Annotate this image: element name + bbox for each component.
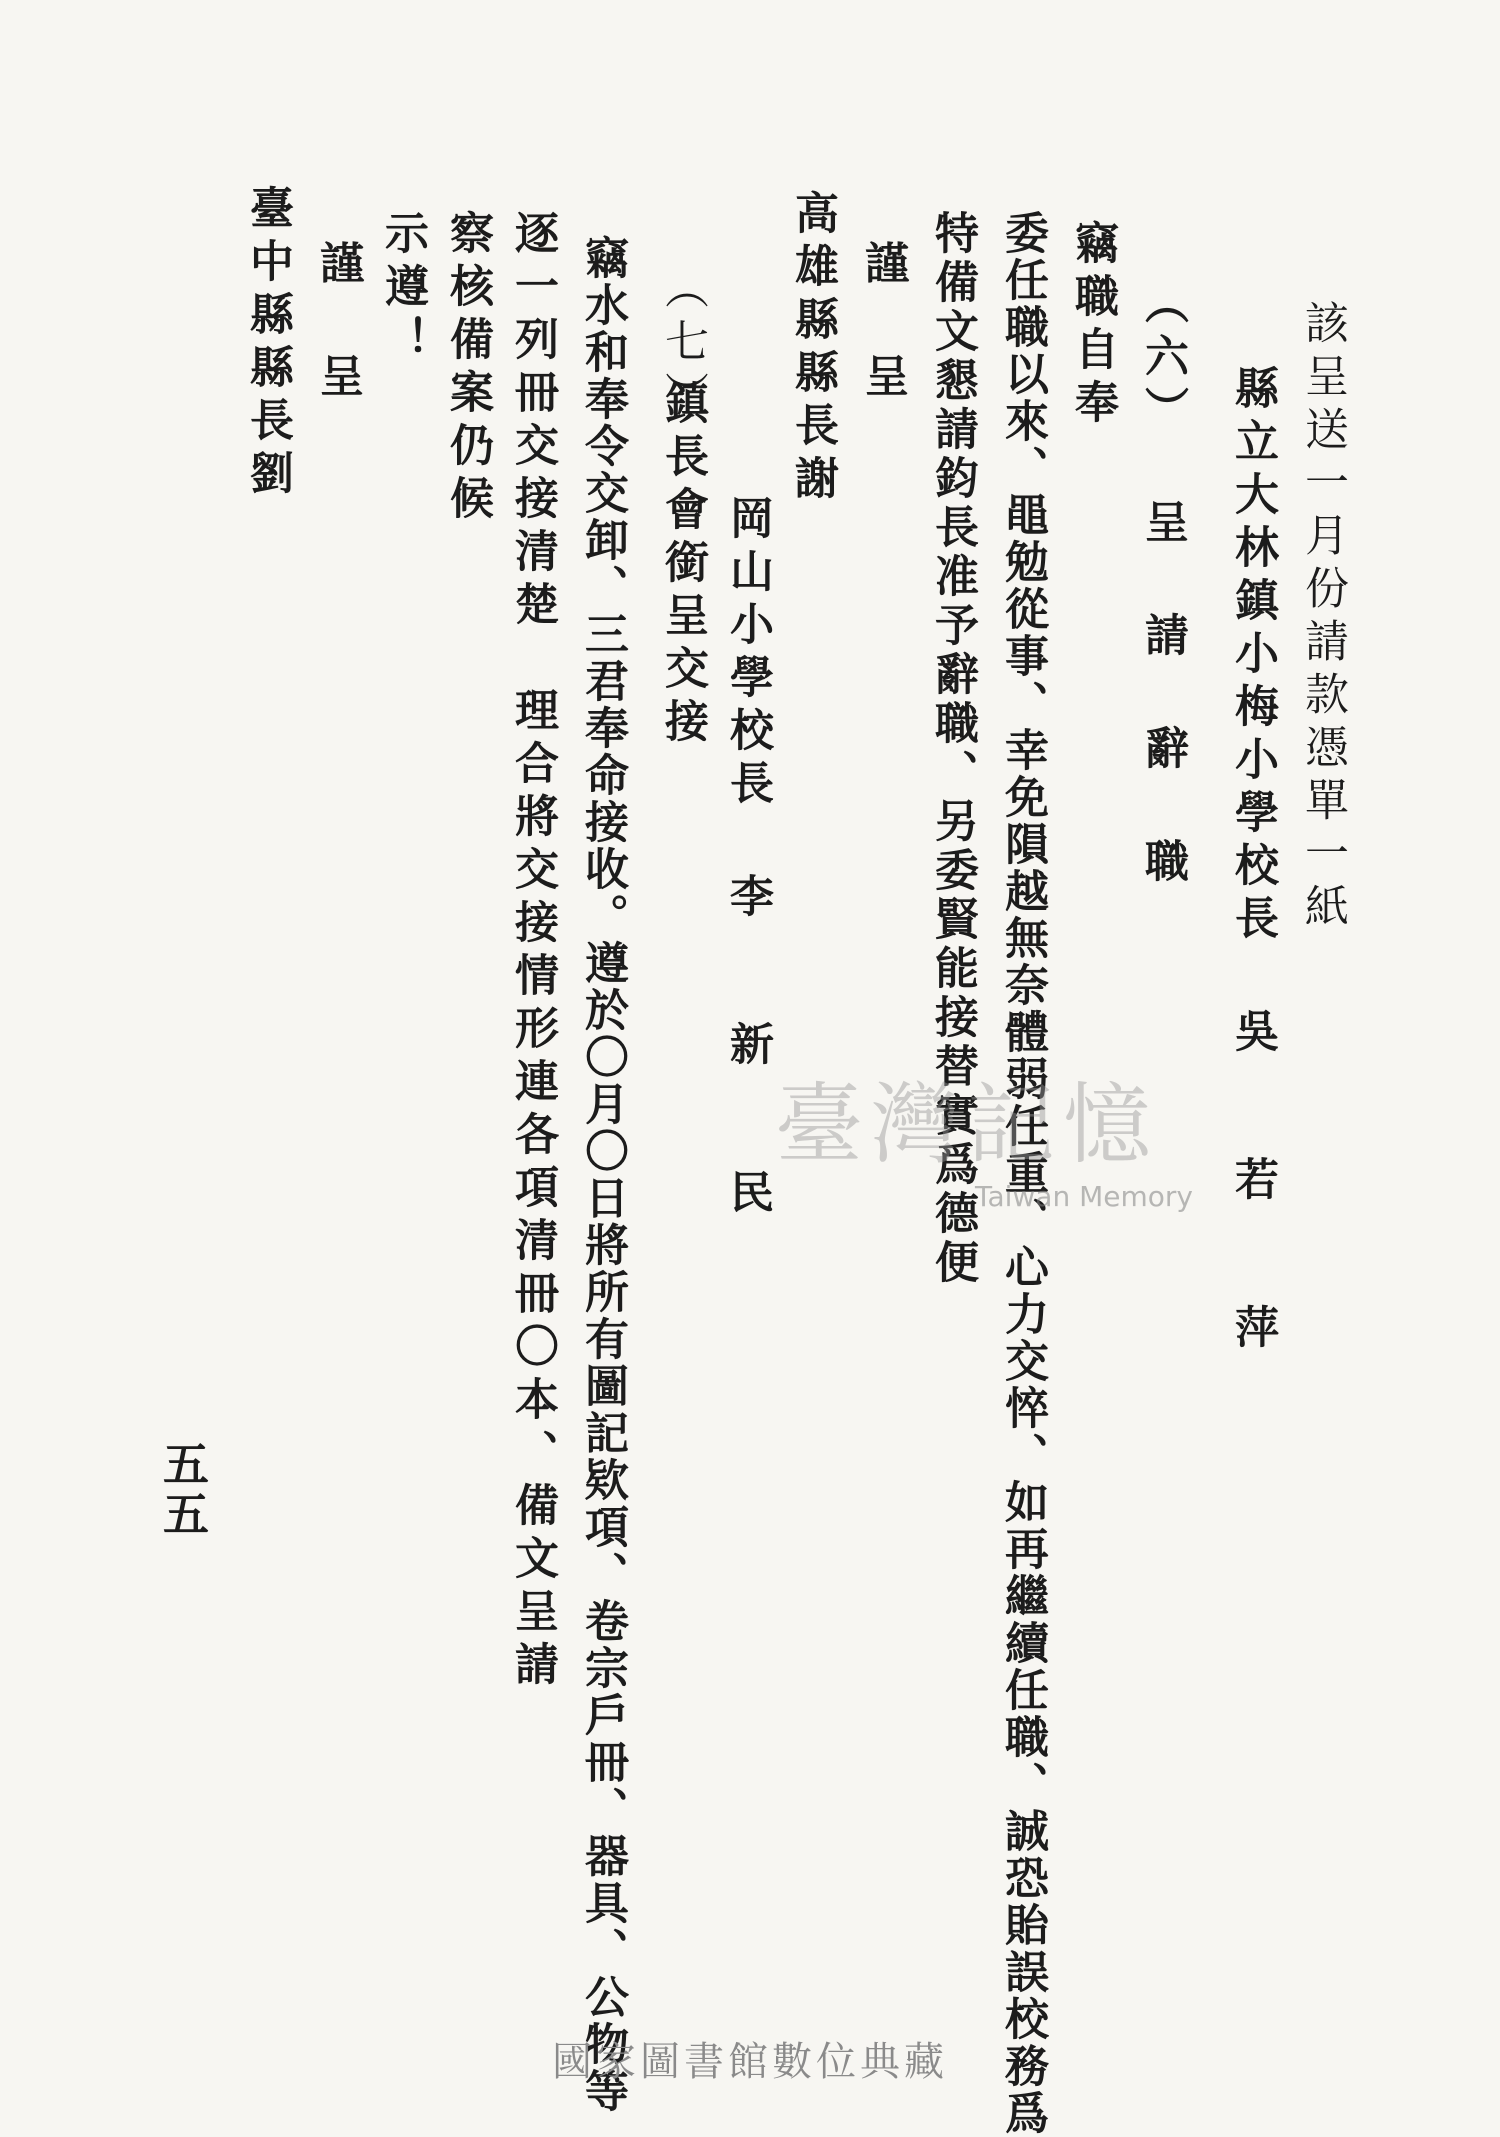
column-text: 特備文懇請鈞長准予辭職、另委賢能接替實爲德便 <box>927 210 978 1288</box>
column-text: 呈 <box>857 353 908 406</box>
text-column-8 <box>787 190 838 508</box>
footer-credit: 國家圖書館數位典藏 <box>552 2039 948 2085</box>
column-text: 呈 <box>312 353 363 406</box>
column-text: 若 <box>1227 1156 1278 1209</box>
column-text: 請 <box>1137 612 1188 665</box>
column-text: 竊職自奉 <box>1067 220 1118 432</box>
column-text: 李 <box>722 873 773 926</box>
page-number: 五五 <box>156 1440 210 1540</box>
text-column-16 <box>312 240 363 406</box>
column-text: 高雄縣縣長謝 <box>787 190 838 508</box>
column-text: 岡山小學校長 <box>722 495 773 813</box>
column-text: 職 <box>1137 838 1188 891</box>
column-text: 鎮長會銜呈交接 <box>657 380 708 751</box>
column-text: 呈 <box>1137 499 1188 552</box>
text-column-2 <box>1227 365 1278 1357</box>
text-column-14 <box>442 210 493 528</box>
text-column-17 <box>242 185 293 503</box>
column-text: （七） <box>657 265 708 424</box>
text-column-15 <box>377 210 428 369</box>
column-text: 竊水和奉令交卸、三君奉命接收。遵於〇月〇日將所有圖記欵項、卷宗戶冊、器具、公物等 <box>577 235 628 2115</box>
text-column-1 <box>1297 300 1348 936</box>
column-text: 示遵！ <box>377 210 428 369</box>
column-text: 吳 <box>1227 1008 1278 1061</box>
text-column-12 <box>577 235 628 2115</box>
text-column-7 <box>857 240 908 406</box>
column-text: 民 <box>722 1169 773 1222</box>
watermark-subtitle: Taiwan Memory <box>975 1180 1193 1213</box>
watermark-logo: 臺灣記憶 <box>775 1073 1160 1176</box>
column-text: 萍 <box>1227 1304 1278 1357</box>
column-text: 察核備案仍候 <box>442 210 493 528</box>
column-text: 委任職以來、黽勉從事、幸免隕越無奈體弱任重、心力交悴、如再繼續任職、誠恐貽誤校務爲 <box>997 210 1048 2137</box>
text-column-11 <box>657 380 708 751</box>
column-text: 臺中縣縣長劉 <box>242 185 293 503</box>
text-column-9 <box>722 495 773 1222</box>
column-text: 謹 <box>857 240 908 293</box>
column-text: （六） <box>1137 280 1188 439</box>
column-text: 辭 <box>1137 725 1188 778</box>
section-heading-6 <box>1137 280 1188 891</box>
column-text: 縣立大林鎮小梅小學校長 <box>1227 365 1278 948</box>
text-column-3 <box>1067 220 1118 432</box>
column-text: 該呈送一月份請款憑單一紙 <box>1297 300 1348 936</box>
column-text: 新 <box>722 1021 773 1074</box>
text-column-13 <box>507 210 558 1694</box>
column-text: 謹 <box>312 240 363 293</box>
column-text: 逐一列冊交接清楚 理合將交接情形連各項清冊〇本、備文呈請 <box>507 210 558 1694</box>
